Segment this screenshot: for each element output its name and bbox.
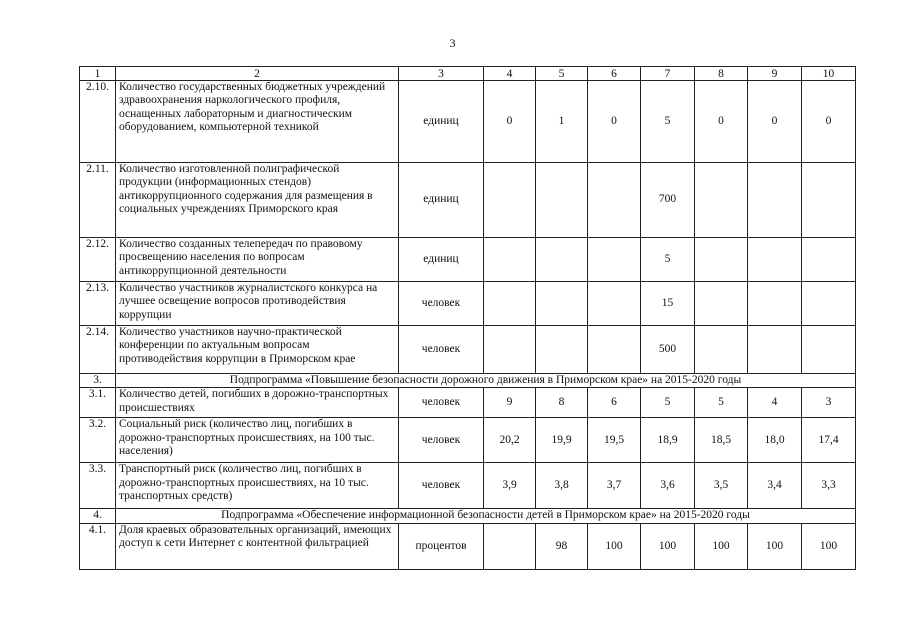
row-number: 3.3. bbox=[80, 463, 116, 509]
year-value bbox=[588, 282, 641, 326]
column-number: 4 bbox=[484, 67, 536, 81]
column-number: 7 bbox=[641, 67, 695, 81]
table-row bbox=[80, 238, 856, 282]
indicator-description: Количество участников научно-практической конференции по актуальным вопросам противодействия коррупции в Приморском крае bbox=[116, 326, 399, 374]
year-value: 3,5 bbox=[695, 463, 748, 509]
year-value: 100 bbox=[641, 523, 695, 569]
column-number: 5 bbox=[536, 67, 588, 81]
indicator-description: Количество детей, погибших в дорожно-транспортных происшествиях bbox=[116, 388, 399, 418]
year-value: 19,5 bbox=[588, 418, 641, 463]
year-value: 5 bbox=[641, 81, 695, 163]
indicator-description: Количество изготовленной полиграфической продукции (информационных стендов) антикоррупционного содержания для размещения в социальных учреждениях Приморского края bbox=[116, 163, 399, 238]
year-value bbox=[536, 282, 588, 326]
year-value bbox=[484, 326, 536, 374]
unit-of-measure: человек bbox=[399, 463, 484, 509]
row-number: 3. bbox=[80, 374, 116, 388]
year-value: 100 bbox=[748, 523, 802, 569]
year-value bbox=[802, 238, 856, 282]
table-row bbox=[80, 463, 856, 509]
indicator-description: Количество созданных телепередач по правовому просвещению населения по вопросам антикоррупционной деятельности bbox=[116, 238, 399, 282]
year-value: 0 bbox=[484, 81, 536, 163]
year-value: 3,7 bbox=[588, 463, 641, 509]
year-value: 17,4 bbox=[802, 418, 856, 463]
row-number: 2.13. bbox=[80, 282, 116, 326]
unit-of-measure: единиц bbox=[399, 81, 484, 163]
year-value: 3,9 bbox=[484, 463, 536, 509]
year-value: 100 bbox=[802, 523, 856, 569]
year-value: 18,9 bbox=[641, 418, 695, 463]
column-number: 8 bbox=[695, 67, 748, 81]
year-value: 9 bbox=[484, 388, 536, 418]
table-row bbox=[80, 163, 856, 238]
year-value: 18,5 bbox=[695, 418, 748, 463]
year-value: 4 bbox=[748, 388, 802, 418]
unit-of-measure: процентов bbox=[399, 523, 484, 569]
table-row bbox=[80, 282, 856, 326]
year-value bbox=[748, 238, 802, 282]
year-value: 18,0 bbox=[748, 418, 802, 463]
subprogram-title: Подпрограмма «Обеспечение информационной безопасности детей в Приморском крае» на 2015-2020 годы bbox=[116, 509, 856, 523]
unit-of-measure: человек bbox=[399, 418, 484, 463]
table-row bbox=[80, 388, 856, 418]
year-value: 0 bbox=[748, 81, 802, 163]
table-row bbox=[80, 418, 856, 463]
row-number: 4.1. bbox=[80, 523, 116, 569]
table-header-row bbox=[80, 67, 856, 81]
column-number: 2 bbox=[116, 67, 399, 81]
year-value: 100 bbox=[588, 523, 641, 569]
year-value bbox=[588, 238, 641, 282]
year-value: 700 bbox=[641, 163, 695, 238]
unit-of-measure: человек bbox=[399, 388, 484, 418]
indicator-description: Количество участников журналистского конкурса на лучшее освещение вопросов противодействия коррупции bbox=[116, 282, 399, 326]
unit-of-measure: единиц bbox=[399, 238, 484, 282]
year-value bbox=[802, 282, 856, 326]
indicator-description: Социальный риск (количество лиц, погибших в дорожно-транспортных происшествиях, на 100 тыс. населения) bbox=[116, 418, 399, 463]
row-number: 2.12. bbox=[80, 238, 116, 282]
year-value bbox=[484, 282, 536, 326]
column-number: 6 bbox=[588, 67, 641, 81]
year-value: 3,6 bbox=[641, 463, 695, 509]
year-value bbox=[802, 163, 856, 238]
year-value: 5 bbox=[641, 388, 695, 418]
row-number: 3.1. bbox=[80, 388, 116, 418]
year-value bbox=[588, 326, 641, 374]
page-number: 3 bbox=[449, 36, 456, 50]
year-value bbox=[748, 326, 802, 374]
year-value: 500 bbox=[641, 326, 695, 374]
unit-of-measure: человек bbox=[399, 326, 484, 374]
year-value: 0 bbox=[588, 81, 641, 163]
year-value: 100 bbox=[695, 523, 748, 569]
year-value bbox=[536, 238, 588, 282]
year-value: 3,4 bbox=[748, 463, 802, 509]
column-number: 9 bbox=[748, 67, 802, 81]
year-value bbox=[695, 238, 748, 282]
year-value: 8 bbox=[536, 388, 588, 418]
indicator-description: Транспортный риск (количество лиц, погибших в дорожно-транспортных происшествиях, на 10 тыс. транспортных средств) bbox=[116, 463, 399, 509]
year-value bbox=[695, 163, 748, 238]
year-value bbox=[802, 326, 856, 374]
year-value: 3,3 bbox=[802, 463, 856, 509]
row-number: 2.11. bbox=[80, 163, 116, 238]
year-value: 19,9 bbox=[536, 418, 588, 463]
year-value: 3,8 bbox=[536, 463, 588, 509]
table-row bbox=[80, 523, 856, 569]
subprogram-row bbox=[80, 374, 856, 388]
year-value bbox=[695, 326, 748, 374]
row-number: 2.10. bbox=[80, 81, 116, 163]
indicator-description: Количество государственных бюджетных учреждений здравоохранения наркологического профиля, оснащенных лабораторным и диагностическим оборудованием, компьютерной техникой bbox=[116, 81, 399, 163]
year-value bbox=[484, 523, 536, 569]
year-value bbox=[536, 163, 588, 238]
row-number: 2.14. bbox=[80, 326, 116, 374]
year-value: 98 bbox=[536, 523, 588, 569]
year-value: 1 bbox=[536, 81, 588, 163]
year-value bbox=[484, 163, 536, 238]
year-value: 20,2 bbox=[484, 418, 536, 463]
year-value bbox=[484, 238, 536, 282]
year-value bbox=[588, 163, 641, 238]
year-value: 0 bbox=[695, 81, 748, 163]
subprogram-title: Подпрограмма «Повышение безопасности дорожного движения в Приморском крае» на 2015-2020 годы bbox=[116, 374, 856, 388]
column-number: 1 bbox=[80, 67, 116, 81]
unit-of-measure: человек bbox=[399, 282, 484, 326]
year-value bbox=[695, 282, 748, 326]
year-value: 0 bbox=[802, 81, 856, 163]
table-row bbox=[80, 81, 856, 163]
unit-of-measure: единиц bbox=[399, 163, 484, 238]
year-value bbox=[536, 326, 588, 374]
row-number: 4. bbox=[80, 509, 116, 523]
year-value: 5 bbox=[695, 388, 748, 418]
row-number: 3.2. bbox=[80, 418, 116, 463]
year-value bbox=[748, 282, 802, 326]
year-value: 6 bbox=[588, 388, 641, 418]
column-number: 10 bbox=[802, 67, 856, 81]
year-value bbox=[748, 163, 802, 238]
indicator-description: Доля краевых образовательных организаций, имеющих доступ к сети Интернет с контентной фильтрацией bbox=[116, 523, 399, 569]
indicators-table bbox=[79, 66, 856, 570]
year-value: 5 bbox=[641, 238, 695, 282]
table-row bbox=[80, 326, 856, 374]
year-value: 3 bbox=[802, 388, 856, 418]
subprogram-row bbox=[80, 509, 856, 523]
column-number: 3 bbox=[399, 67, 484, 81]
year-value: 15 bbox=[641, 282, 695, 326]
